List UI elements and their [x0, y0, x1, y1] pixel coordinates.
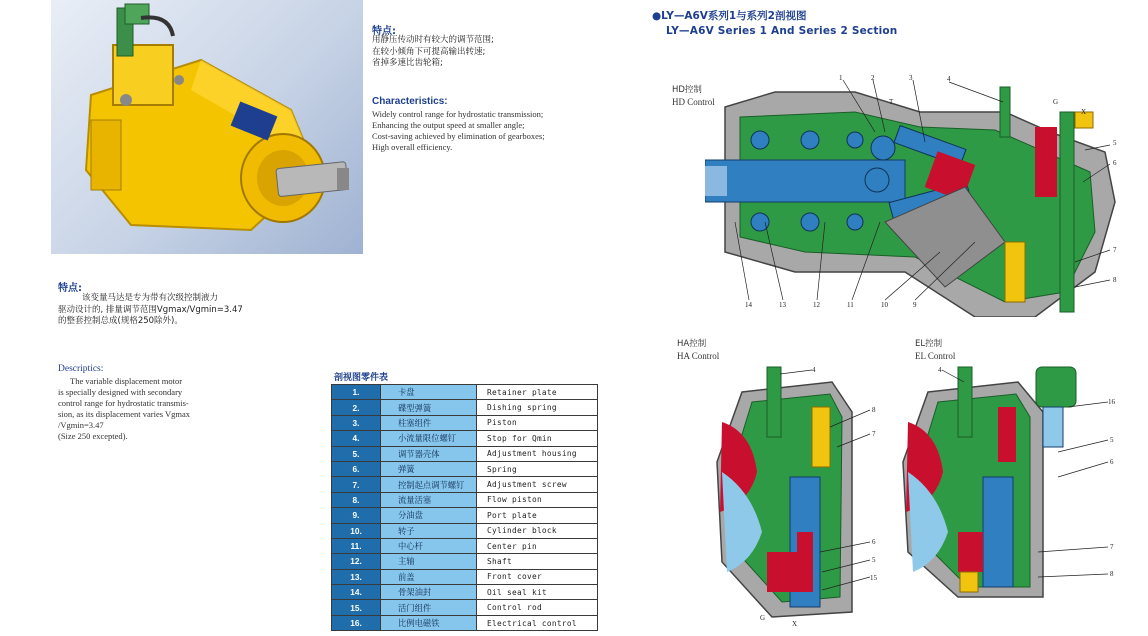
hd-callout: T	[889, 98, 894, 106]
el-callout: 16	[1108, 398, 1115, 406]
descriptics-line: sion, as its displacement varies Vgmax	[58, 409, 191, 419]
parts-en: Port plate	[477, 508, 598, 523]
parts-table-row	[332, 446, 598, 461]
motor-photo	[51, 0, 363, 254]
hd-callout: 4	[947, 75, 951, 83]
parts-cn: 骨架油封	[381, 585, 477, 600]
parts-table-row	[332, 508, 598, 523]
parts-cn: 柱塞组件	[381, 415, 477, 430]
parts-table-title: 剖视图零件表	[334, 373, 389, 383]
parts-cn: 卡盘	[381, 385, 477, 400]
section-title-en: LY—A6V Series 1 And Series 2 Section	[666, 25, 898, 37]
characteristics-line: Enhancing the output speed at smaller angle;	[372, 120, 525, 130]
parts-en: Cylinder block	[477, 523, 598, 538]
parts-en: Stop for Qmin	[477, 431, 598, 446]
hd-callout: 3	[909, 74, 913, 82]
parts-en: Control rod	[477, 600, 598, 615]
ha-callout: 15	[870, 574, 877, 582]
desc-cn-line: 该变量马达是专为带有次级控制液力	[82, 293, 219, 303]
descriptics-text	[58, 376, 190, 442]
hd-callout: 6	[1113, 159, 1117, 167]
parts-cn: 前盖	[381, 569, 477, 584]
desc-cn-text	[58, 293, 243, 328]
parts-table-row	[332, 461, 598, 476]
hd-callout: 12	[813, 301, 820, 309]
parts-en: Piston	[477, 415, 598, 430]
parts-cn: 流量活塞	[381, 492, 477, 507]
hd-callout: 7	[1113, 246, 1117, 254]
ha-callout: G	[760, 614, 766, 622]
parts-num: 11.	[332, 538, 381, 553]
hd-callout: 1	[839, 74, 843, 82]
ha-label-en: HA Control	[677, 351, 720, 361]
parts-cn: 碟型弹簧	[381, 400, 477, 415]
features-cn-title: 特点:	[372, 26, 396, 37]
parts-cn: 转子	[381, 523, 477, 538]
parts-en: Flow piston	[477, 492, 598, 507]
parts-en: Shaft	[477, 554, 598, 569]
el-callout: 7	[1110, 543, 1114, 551]
characteristics-line: High overall efficiency.	[372, 142, 453, 152]
parts-cn: 中心杆	[381, 538, 477, 553]
hd-callout: 5	[1113, 139, 1117, 147]
ha-label-cn: HA控制	[677, 339, 707, 349]
parts-num: 4.	[332, 431, 381, 446]
hd-callout: 10	[881, 301, 888, 309]
parts-en: Retainer plate	[477, 385, 598, 400]
desc-cn-title: 特点:	[58, 283, 82, 294]
characteristics-text	[372, 109, 545, 153]
parts-num: 9.	[332, 508, 381, 523]
hd-callout: 14	[745, 301, 752, 309]
el-section-svg	[898, 362, 1123, 602]
hd-callout: 2	[871, 74, 875, 82]
parts-table-row	[332, 615, 598, 630]
el-callout: 4	[938, 366, 942, 374]
parts-num: 14.	[332, 585, 381, 600]
ha-section-drawing	[712, 362, 892, 632]
hd-section-svg	[705, 72, 1125, 317]
parts-cn: 调节器壳体	[381, 446, 477, 461]
parts-table-row	[332, 385, 598, 400]
parts-en: Front cover	[477, 569, 598, 584]
parts-table-row	[332, 431, 598, 446]
ha-callout: 7	[872, 430, 876, 438]
hd-label-en: HD Control	[672, 97, 715, 107]
parts-num: 12.	[332, 554, 381, 569]
desc-cn-line: 驱动设计的, 排量调节范围Vgmax/Vgmin=3.47	[58, 304, 243, 315]
el-label-cn: EL控制	[915, 339, 943, 349]
descriptics-line: (Size 250 excepted).	[58, 431, 128, 441]
parts-num: 10.	[332, 523, 381, 538]
hd-callout: 13	[779, 301, 786, 309]
el-section-drawing	[898, 362, 1123, 602]
features-cn-line: 在较小倾角下可提高输出转速;	[372, 46, 486, 57]
hd-section-drawing	[705, 72, 1125, 317]
hd-callout: G	[1053, 98, 1059, 106]
descriptics-line: The variable displacement motor	[70, 376, 183, 386]
hd-callout: 8	[1113, 276, 1117, 284]
parts-num: 15.	[332, 600, 381, 615]
parts-en: Dishing spring	[477, 400, 598, 415]
descriptics-title: Descriptics:	[58, 364, 104, 374]
parts-table-row	[332, 492, 598, 507]
characteristics-title: Characteristics:	[372, 96, 448, 107]
motor-illustration	[51, 0, 363, 254]
el-callout: 8	[1110, 570, 1114, 578]
descriptics-line: is specially designed with secondary	[58, 387, 183, 397]
el-callout: 6	[1110, 458, 1114, 466]
ha-section-svg	[712, 362, 892, 632]
parts-table-row	[332, 585, 598, 600]
section-title-cn: ●LY—A6V系列1与系列2剖视图	[652, 10, 807, 22]
parts-num: 8.	[332, 492, 381, 507]
features-cn-line: 省掉多速比齿轮箱;	[372, 58, 443, 68]
parts-en: Electrical control	[477, 615, 598, 630]
parts-num: 1.	[332, 385, 381, 400]
parts-table-row	[332, 477, 598, 492]
parts-table	[331, 384, 598, 631]
ha-callout: 8	[872, 406, 876, 414]
parts-en: Spring	[477, 461, 598, 476]
descriptics-line: control range for hydrostatic transmis-	[58, 398, 189, 408]
parts-cn: 活门组件	[381, 600, 477, 615]
features-cn-line: 用静压传动时有较大的调节范围;	[372, 35, 494, 45]
parts-cn: 控制起点调节螺钉	[381, 477, 477, 492]
parts-num: 5.	[332, 446, 381, 461]
el-label	[915, 338, 955, 362]
features-cn-text	[372, 35, 494, 70]
parts-en: Adjustment housing	[477, 446, 598, 461]
characteristics-line: Widely control range for hydrostatic transmission;	[372, 109, 544, 119]
hd-callout: 11	[847, 301, 854, 309]
parts-cn: 小流量限位螺钉	[381, 431, 477, 446]
hd-callout: 9	[913, 301, 917, 309]
parts-table-row	[332, 538, 598, 553]
desc-cn-line: 的整套控制总成(规格250除外)。	[58, 316, 183, 326]
el-callout: 5	[1110, 436, 1114, 444]
parts-num: 2.	[332, 400, 381, 415]
parts-num: 13.	[332, 569, 381, 584]
ha-callout: 4	[812, 366, 816, 374]
ha-callout: X	[792, 620, 798, 628]
parts-en: Oil seal kit	[477, 585, 598, 600]
hd-label-cn: HD控制	[672, 85, 702, 95]
parts-cn: 比例电磁铁	[381, 615, 477, 630]
parts-cn: 分油盘	[381, 508, 477, 523]
characteristics-line: Cost-saving achieved by elimination of gearboxes;	[372, 131, 545, 141]
descriptics-line: /Vgmin=3.47	[58, 420, 104, 430]
parts-table-row	[332, 554, 598, 569]
parts-num: 16.	[332, 615, 381, 630]
parts-cn: 主轴	[381, 554, 477, 569]
parts-num: 3.	[332, 415, 381, 430]
parts-table-row	[332, 415, 598, 430]
ha-label	[677, 338, 719, 362]
parts-num: 6.	[332, 461, 381, 476]
hd-callout: X	[1081, 108, 1087, 116]
ha-callout: 5	[872, 556, 876, 564]
parts-table-row	[332, 523, 598, 538]
ha-callout: 6	[872, 538, 876, 546]
parts-cn: 弹簧	[381, 461, 477, 476]
parts-table-row	[332, 400, 598, 415]
parts-num: 7.	[332, 477, 381, 492]
parts-table-row	[332, 600, 598, 615]
parts-en: Center pin	[477, 538, 598, 553]
parts-en: Adjustment screw	[477, 477, 598, 492]
parts-table-row	[332, 569, 598, 584]
el-label-en: EL Control	[915, 351, 956, 361]
